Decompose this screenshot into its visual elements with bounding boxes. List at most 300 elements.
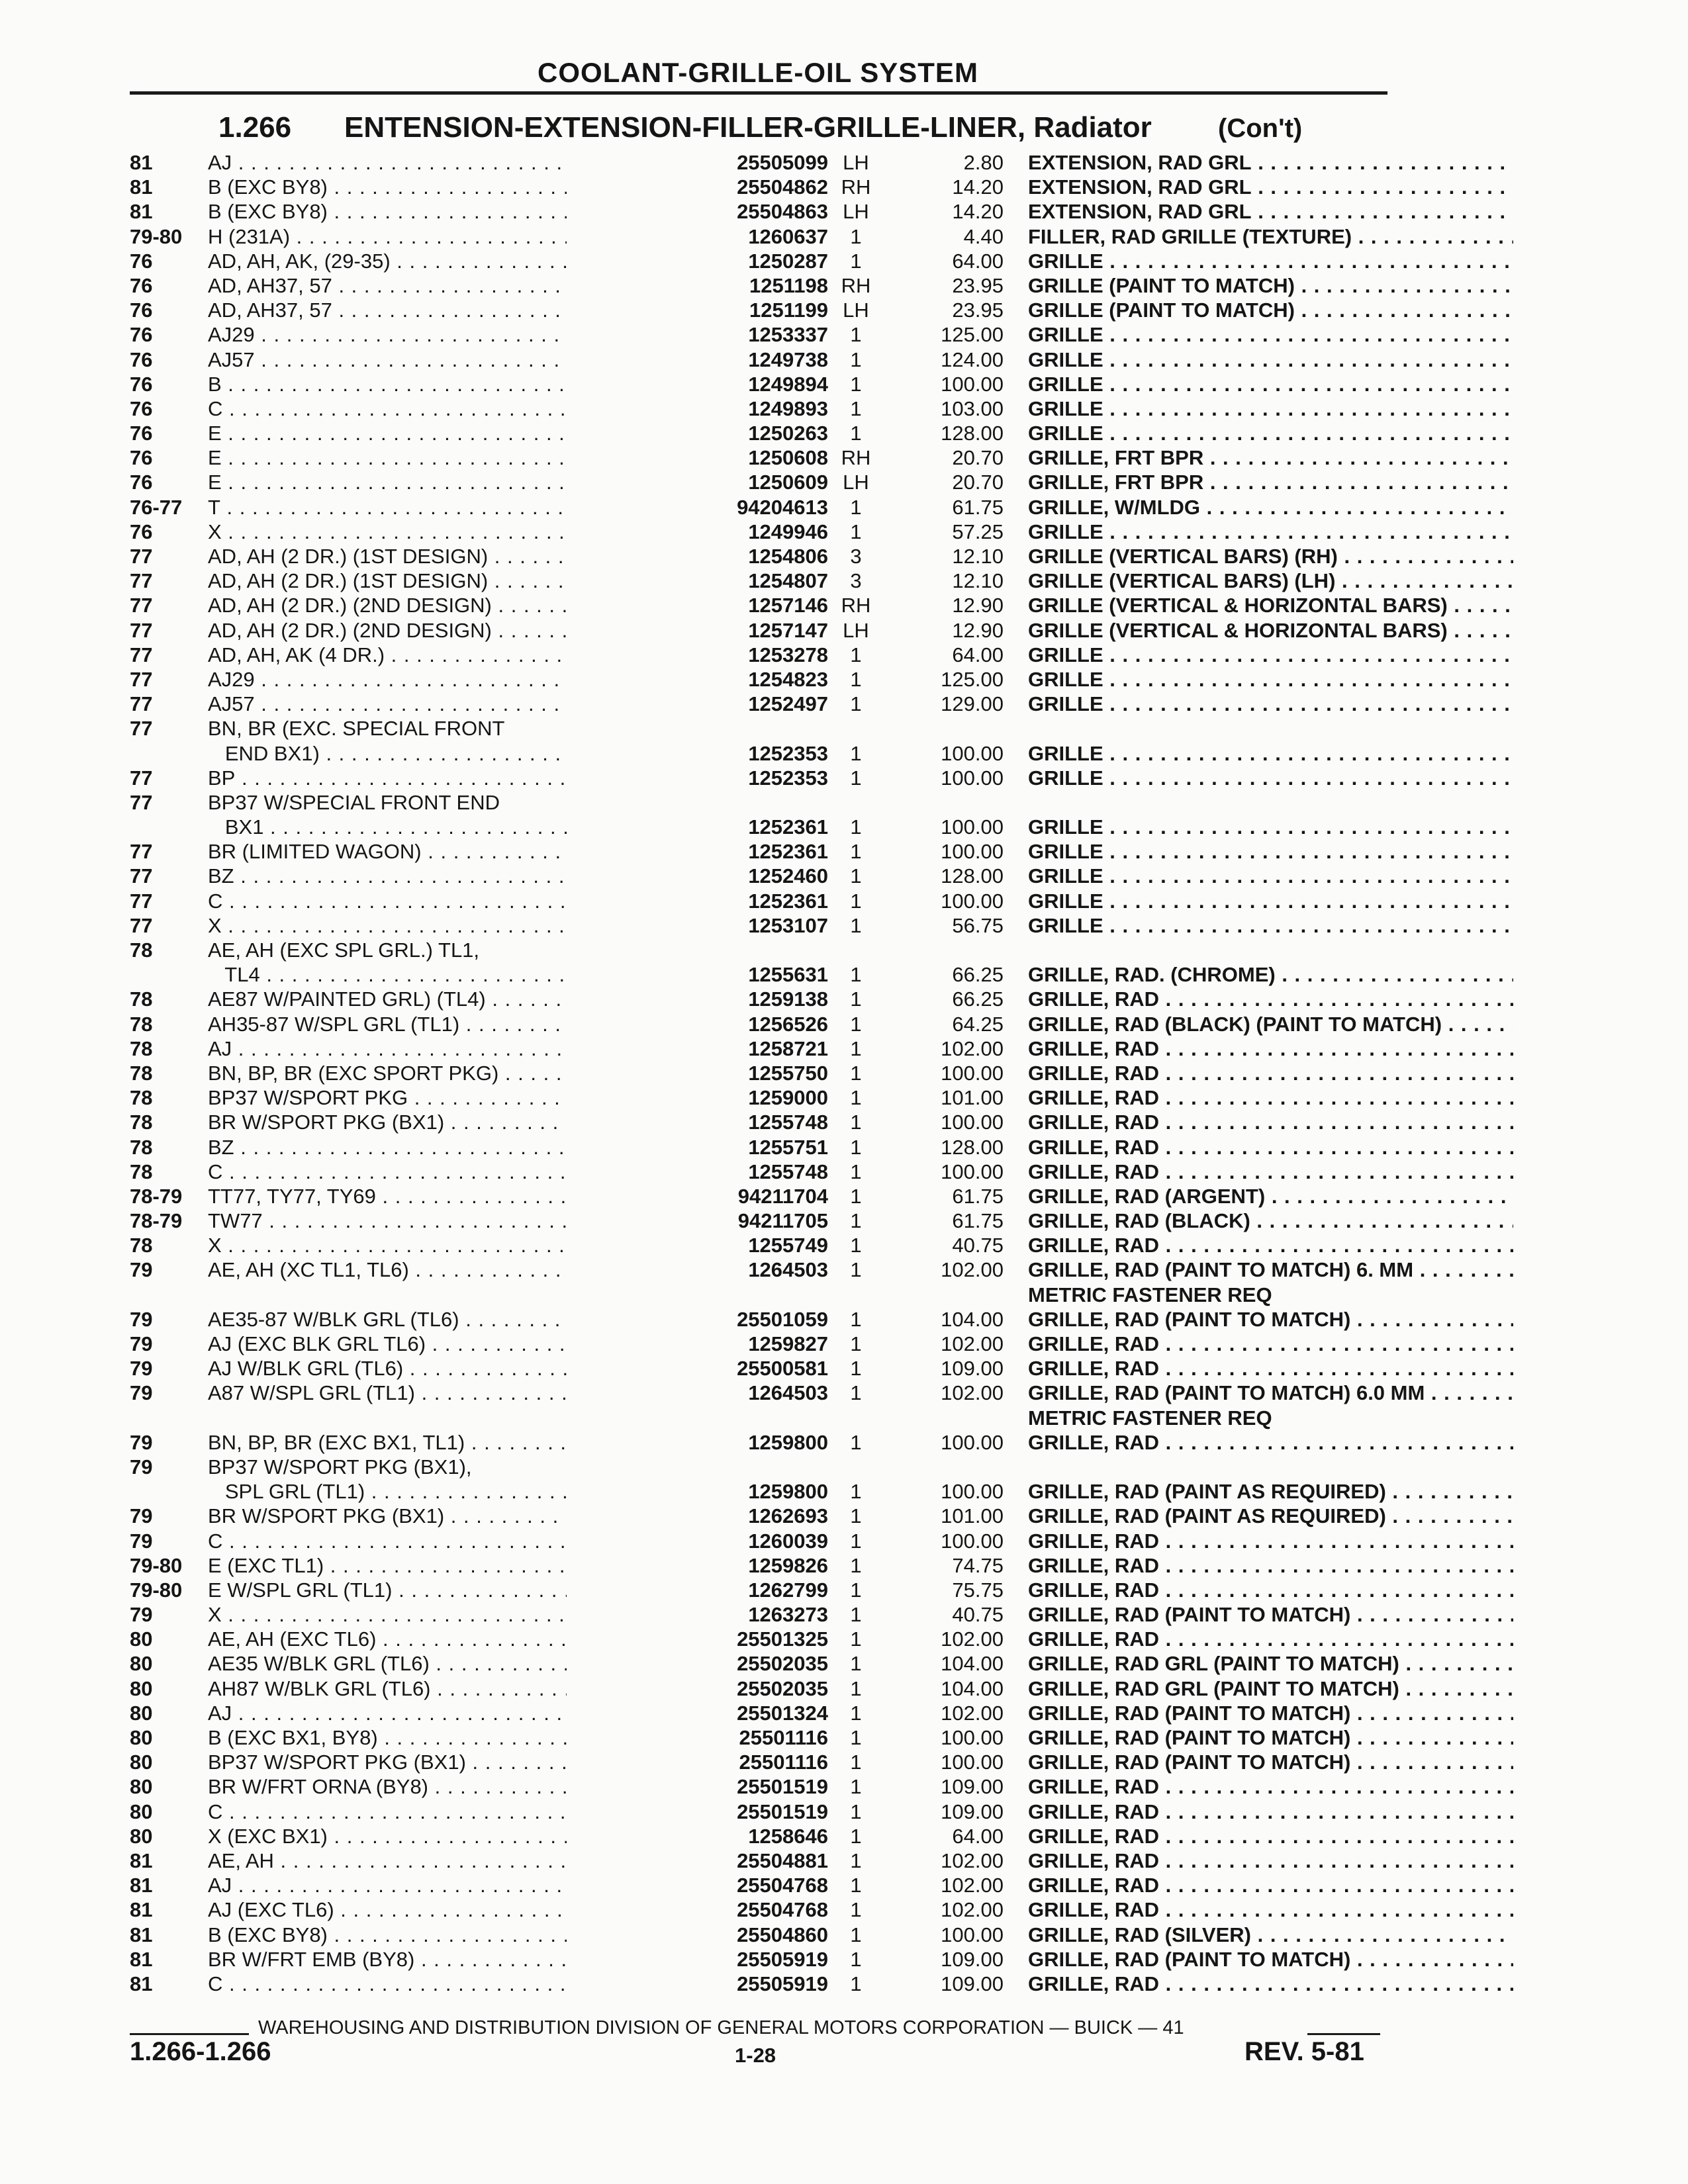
model-code: AJ . . . bbox=[208, 1701, 698, 1725]
description: GRILLE . . . bbox=[1028, 815, 1513, 839]
model-code: H (231A) . . . bbox=[208, 224, 698, 249]
quantity: 1 bbox=[850, 815, 862, 839]
table-row bbox=[130, 1676, 1399, 1701]
table-row bbox=[130, 889, 1387, 913]
model-year: 80 bbox=[130, 1824, 153, 1848]
description: GRILLE (VERTICAL & HORIZONTAL BARS) . . . bbox=[1028, 593, 1513, 617]
model-year: 77 bbox=[130, 643, 153, 666]
part-number: 25504768 bbox=[567, 1897, 828, 1922]
quantity: 1 bbox=[850, 963, 862, 987]
model-year: 77 bbox=[130, 594, 153, 617]
quantity: LH bbox=[843, 618, 869, 642]
price: 102.00 bbox=[941, 1332, 1004, 1355]
table-row bbox=[130, 175, 1387, 199]
quantity: 1 bbox=[850, 692, 862, 716]
description: GRILLE, W/MLDG . . . bbox=[1028, 495, 1513, 520]
model-code: E W/SPL GRL (TL1) . . . bbox=[208, 1578, 698, 1602]
table-row bbox=[130, 1257, 1414, 1282]
description: GRILLE, RAD . . . bbox=[1028, 1036, 1513, 1061]
model-year: 81 bbox=[130, 1947, 153, 1971]
description: GRILLE, RAD. (CHROME) . . . bbox=[1028, 962, 1513, 987]
part-number: 1258646 bbox=[567, 1824, 828, 1848]
price: 125.00 bbox=[941, 323, 1004, 347]
price: 20.70 bbox=[952, 471, 1004, 494]
quantity: 1 bbox=[850, 1307, 862, 1331]
model-code: BP . . . bbox=[208, 766, 698, 790]
part-number: 25504862 bbox=[567, 175, 828, 199]
table-row bbox=[130, 1406, 1387, 1430]
model-code: BP37 W/SPORT PKG (BX1), bbox=[208, 1455, 472, 1479]
model-code: BR (LIMITED WAGON) . . . bbox=[208, 839, 698, 864]
part-number: 1249894 bbox=[567, 372, 828, 396]
model-code: BR W/FRT EMB (BY8) . . . bbox=[208, 1947, 698, 1972]
model-year: 79 bbox=[130, 1455, 153, 1479]
table-row bbox=[130, 1036, 1387, 1061]
part-number: 1255748 bbox=[567, 1110, 828, 1134]
description: GRILLE . . . bbox=[1028, 839, 1513, 864]
part-number: 1252361 bbox=[567, 889, 828, 913]
description: EXTENSION, RAD GRL . . . bbox=[1028, 199, 1513, 224]
model-year: 80 bbox=[130, 1775, 153, 1799]
quantity: 1 bbox=[850, 1258, 862, 1282]
part-number: 1254823 bbox=[567, 667, 828, 692]
quantity: RH bbox=[841, 175, 871, 199]
quantity: LH bbox=[843, 151, 869, 174]
part-number: 1252361 bbox=[567, 815, 828, 839]
price: 64.00 bbox=[952, 249, 1004, 273]
price: 100.00 bbox=[941, 1529, 1004, 1553]
quantity: 1 bbox=[850, 1332, 862, 1355]
model-year: 80 bbox=[130, 1799, 153, 1823]
price: 20.70 bbox=[952, 446, 1004, 470]
part-number: 1251198 bbox=[567, 273, 828, 298]
part-number: 1253278 bbox=[567, 643, 828, 667]
quantity: 1 bbox=[850, 1751, 862, 1774]
quantity: 1 bbox=[850, 1430, 862, 1454]
model-code: C . . . bbox=[208, 889, 698, 913]
part-number: 25505919 bbox=[567, 1947, 828, 1972]
quantity: 1 bbox=[850, 1947, 862, 1971]
quantity: 1 bbox=[850, 643, 862, 666]
quantity: 1 bbox=[850, 1898, 862, 1922]
model-code: X . . . bbox=[208, 1602, 698, 1627]
price: 103.00 bbox=[941, 396, 1004, 420]
table-row bbox=[130, 520, 1387, 544]
quantity: LH bbox=[843, 471, 869, 494]
model-year: 76 bbox=[130, 422, 153, 445]
model-code: X (EXC BX1) . . . bbox=[208, 1824, 698, 1848]
quantity: 1 bbox=[850, 1135, 862, 1159]
page-title: COOLANT-GRILLE-OIL SYSTEM bbox=[538, 57, 978, 88]
quantity: 1 bbox=[850, 323, 862, 347]
model-code: AJ57 . . . bbox=[208, 347, 698, 372]
description: GRILLE . . . bbox=[1028, 889, 1513, 913]
price: 102.00 bbox=[941, 1258, 1004, 1282]
part-number: 1263273 bbox=[567, 1602, 828, 1627]
price: 23.95 bbox=[952, 298, 1004, 322]
model-year: 76 bbox=[130, 323, 153, 347]
model-year: 78 bbox=[130, 987, 153, 1011]
table-row bbox=[130, 1160, 1387, 1184]
part-number: 1259800 bbox=[567, 1479, 828, 1504]
table-row bbox=[130, 1602, 1387, 1627]
part-number: 1259827 bbox=[567, 1332, 828, 1356]
table-row bbox=[130, 1947, 1387, 1972]
price: 64.25 bbox=[952, 1012, 1004, 1036]
price: 61.75 bbox=[952, 495, 1004, 519]
description: GRILLE, RAD GRL (PAINT TO MATCH) . . . bbox=[1028, 1651, 1513, 1676]
model-year: 78-79 bbox=[130, 1209, 183, 1233]
quantity: 1 bbox=[850, 1603, 862, 1627]
table-row bbox=[130, 1897, 1387, 1922]
table-row bbox=[130, 1061, 1387, 1085]
model-code: AE87 W/PAINTED GRL) (TL4) . . . bbox=[208, 987, 698, 1011]
model-code: E . . . bbox=[208, 470, 698, 494]
part-number: 1258721 bbox=[567, 1036, 828, 1061]
table-row bbox=[130, 347, 1387, 372]
quantity: 3 bbox=[850, 569, 862, 593]
header-rule bbox=[130, 91, 1387, 95]
description: GRILLE, RAD . . . bbox=[1028, 1529, 1513, 1553]
price: 57.25 bbox=[952, 520, 1004, 543]
quantity: 1 bbox=[850, 1923, 862, 1946]
model-year: 79 bbox=[130, 1430, 153, 1454]
description: GRILLE . . . bbox=[1028, 667, 1513, 692]
part-number: 25501324 bbox=[567, 1701, 828, 1725]
table-row bbox=[130, 1923, 1387, 1947]
table-row bbox=[130, 1824, 1387, 1848]
model-code: AD, AH (2 DR.) (1ST DESIGN) . . . bbox=[208, 569, 698, 593]
table-row bbox=[130, 1135, 1387, 1160]
price: 102.00 bbox=[941, 1848, 1004, 1872]
model-code: AE35-87 W/BLK GRL (TL6) . . . bbox=[208, 1307, 698, 1332]
quantity: 1 bbox=[850, 249, 862, 273]
model-code: AE, AH (EXC TL6) . . . bbox=[208, 1627, 698, 1651]
description: GRILLE, RAD . . . bbox=[1028, 1110, 1513, 1134]
model-year: 81 bbox=[130, 1898, 153, 1922]
quantity: 1 bbox=[850, 1036, 862, 1060]
model-code: AJ57 . . . bbox=[208, 692, 698, 716]
table-row bbox=[130, 1208, 1387, 1233]
group-number: 1.266 bbox=[218, 111, 292, 144]
model-year: 79 bbox=[130, 1357, 153, 1381]
description: GRILLE, FRT BPR . . . bbox=[1028, 470, 1513, 494]
description: GRILLE, RAD . . . bbox=[1028, 1332, 1513, 1356]
description: GRILLE, RAD (PAINT TO MATCH) . . . bbox=[1028, 1750, 1513, 1774]
model-year: 78-79 bbox=[130, 1184, 183, 1208]
table-row bbox=[130, 495, 1387, 520]
model-code: AD, AH (2 DR.) (2ND DESIGN) . . . bbox=[208, 593, 698, 617]
table-row bbox=[130, 372, 1387, 396]
price: 100.00 bbox=[941, 1061, 1004, 1085]
model-year: 79-80 bbox=[130, 1553, 183, 1577]
model-year: 81 bbox=[130, 200, 153, 224]
model-code: BP37 W/SPORT PKG . . . bbox=[208, 1085, 698, 1110]
model-code: C . . . bbox=[208, 396, 698, 421]
table-row bbox=[130, 1799, 1387, 1824]
page-number: 1-28 bbox=[735, 2044, 776, 2067]
description: GRILLE, RAD . . . bbox=[1028, 1356, 1513, 1381]
description: GRILLE, FRT BPR . . . bbox=[1028, 445, 1513, 470]
price: 14.20 bbox=[952, 200, 1004, 224]
description: GRILLE, RAD GRL (PAINT TO MATCH) . . . bbox=[1028, 1676, 1513, 1701]
table-row bbox=[130, 741, 1387, 766]
table-row bbox=[130, 1085, 1387, 1110]
description: GRILLE . . . bbox=[1028, 643, 1513, 667]
table-row bbox=[130, 1701, 1387, 1725]
price: 61.75 bbox=[952, 1184, 1004, 1208]
model-year: 79 bbox=[130, 1381, 153, 1405]
quantity: 1 bbox=[850, 1184, 862, 1208]
part-number: 1260637 bbox=[567, 224, 828, 249]
part-number: 1250609 bbox=[567, 470, 828, 494]
model-code: AE, AH (XC TL1, TL6) . . . bbox=[208, 1257, 698, 1282]
description: GRILLE . . . bbox=[1028, 396, 1513, 421]
quantity: 1 bbox=[850, 1824, 862, 1848]
price: 2.80 bbox=[963, 151, 1004, 174]
quantity: 1 bbox=[850, 1701, 862, 1725]
quantity: LH bbox=[843, 298, 869, 322]
table-row bbox=[130, 569, 1387, 593]
model-code: AH87 W/BLK GRL (TL6) . . . bbox=[208, 1676, 698, 1701]
table-row bbox=[130, 1110, 1387, 1134]
model-year: 77 bbox=[130, 717, 153, 741]
description: GRILLE . . . bbox=[1028, 692, 1513, 716]
price: 100.00 bbox=[941, 1111, 1004, 1134]
description: GRILLE, RAD . . . bbox=[1028, 1848, 1513, 1873]
price: 124.00 bbox=[941, 347, 1004, 371]
price: 64.00 bbox=[952, 1824, 1004, 1848]
table-row bbox=[130, 667, 1387, 692]
model-year: 81 bbox=[130, 175, 153, 199]
parts-table bbox=[130, 150, 1448, 1996]
table-row bbox=[130, 150, 1387, 175]
part-number: 1252353 bbox=[567, 766, 828, 790]
price: 109.00 bbox=[941, 1775, 1004, 1799]
model-year: 78 bbox=[130, 1012, 153, 1036]
description: GRILLE (PAINT TO MATCH) . . . bbox=[1028, 273, 1513, 298]
part-number: 1249893 bbox=[567, 396, 828, 421]
quantity: 1 bbox=[850, 1012, 862, 1036]
price: 100.00 bbox=[941, 1480, 1004, 1504]
table-row bbox=[130, 1529, 1387, 1553]
model-year: 80 bbox=[130, 1701, 153, 1725]
price: 40.75 bbox=[952, 1603, 1004, 1627]
model-code: AJ29 . . . bbox=[208, 322, 698, 347]
price: 129.00 bbox=[941, 692, 1004, 716]
description: GRILLE, RAD . . . bbox=[1028, 1135, 1513, 1160]
model-year: 76 bbox=[130, 520, 153, 543]
part-number: 1257147 bbox=[567, 618, 828, 643]
part-number: 25504863 bbox=[567, 199, 828, 224]
price: 102.00 bbox=[941, 1036, 1004, 1060]
quantity: 1 bbox=[850, 372, 862, 396]
table-row bbox=[130, 1725, 1387, 1750]
model-year: 81 bbox=[130, 1874, 153, 1897]
quantity: 1 bbox=[850, 1086, 862, 1110]
part-number: 25505099 bbox=[567, 150, 828, 175]
price: 61.75 bbox=[952, 1209, 1004, 1233]
part-number: 25501519 bbox=[567, 1774, 828, 1799]
model-code: TW77 . . . bbox=[208, 1208, 698, 1233]
table-row bbox=[130, 1972, 1387, 1996]
description: GRILLE, RAD . . . bbox=[1028, 1553, 1513, 1578]
part-number: 25501116 bbox=[567, 1750, 828, 1774]
quantity: 1 bbox=[850, 766, 862, 790]
part-number: 1260039 bbox=[567, 1529, 828, 1553]
table-row bbox=[130, 1381, 1425, 1405]
price: 109.00 bbox=[941, 1947, 1004, 1971]
table-row bbox=[130, 1430, 1387, 1455]
part-number: 25504860 bbox=[567, 1923, 828, 1947]
model-year: 78 bbox=[130, 1061, 153, 1085]
part-number: 94211705 bbox=[567, 1208, 828, 1233]
model-code: B (EXC BY8) . . . bbox=[208, 1923, 698, 1947]
model-code: AJ (EXC BLK GRL TL6) . . . bbox=[208, 1332, 698, 1356]
part-number: 94204613 bbox=[567, 495, 828, 520]
quantity: 1 bbox=[850, 1652, 862, 1676]
table-row bbox=[130, 1012, 1442, 1036]
price: 12.10 bbox=[952, 569, 1004, 593]
price: 100.00 bbox=[941, 1726, 1004, 1749]
quantity: 1 bbox=[850, 495, 862, 519]
model-year: 77 bbox=[130, 692, 153, 716]
model-code: B (EXC BY8) . . . bbox=[208, 199, 698, 224]
description: GRILLE . . . bbox=[1028, 741, 1513, 766]
table-row bbox=[130, 224, 1387, 249]
quantity: 1 bbox=[850, 1676, 862, 1700]
table-row bbox=[130, 815, 1387, 839]
part-number: 1250263 bbox=[567, 421, 828, 445]
model-code: AE, AH . . . bbox=[208, 1848, 698, 1873]
part-number: 25501325 bbox=[567, 1627, 828, 1651]
price: 14.20 bbox=[952, 175, 1004, 199]
table-row bbox=[130, 618, 1448, 643]
model-year: 79 bbox=[130, 1529, 153, 1553]
model-code: C . . . bbox=[208, 1799, 698, 1824]
quantity: 1 bbox=[850, 1874, 862, 1897]
price: 104.00 bbox=[941, 1652, 1004, 1676]
model-code: AJ29 . . . bbox=[208, 667, 698, 692]
model-code: BN, BR (EXC. SPECIAL FRONT bbox=[208, 717, 505, 741]
price: 128.00 bbox=[941, 1135, 1004, 1159]
table-row bbox=[130, 1750, 1387, 1774]
table-row bbox=[130, 790, 1387, 815]
part-number: 1252497 bbox=[567, 692, 828, 716]
part-number: 94211704 bbox=[567, 1184, 828, 1208]
description: GRILLE, RAD (ARGENT) . . . bbox=[1028, 1184, 1513, 1208]
price: 100.00 bbox=[941, 889, 1004, 913]
table-row bbox=[130, 987, 1387, 1011]
quantity: 1 bbox=[850, 520, 862, 543]
table-row bbox=[130, 864, 1387, 888]
model-year: 77 bbox=[130, 545, 153, 568]
model-year: 76 bbox=[130, 273, 153, 297]
quantity: 1 bbox=[850, 741, 862, 765]
table-row bbox=[130, 938, 1387, 962]
model-code: AD, AH (2 DR.) (2ND DESIGN) . . . bbox=[208, 618, 698, 643]
model-code: T . . . bbox=[208, 495, 698, 520]
table-row bbox=[130, 199, 1387, 224]
table-row bbox=[130, 692, 1387, 716]
quantity: 1 bbox=[850, 1234, 862, 1257]
quantity: 1 bbox=[850, 1848, 862, 1872]
price: 102.00 bbox=[941, 1701, 1004, 1725]
model-year: 76 bbox=[130, 372, 153, 396]
model-year: 77 bbox=[130, 569, 153, 593]
table-row bbox=[130, 470, 1387, 494]
description: GRILLE, RAD (PAINT AS REQUIRED) . . . bbox=[1028, 1504, 1513, 1528]
model-year: 78 bbox=[130, 938, 153, 962]
model-year: 79-80 bbox=[130, 224, 183, 248]
price: 109.00 bbox=[941, 1357, 1004, 1381]
section-range: 1.266-1.266 bbox=[130, 2037, 271, 2066]
part-number: 1257146 bbox=[567, 593, 828, 617]
table-row bbox=[130, 1307, 1387, 1332]
quantity: 1 bbox=[850, 889, 862, 913]
part-number: 1255750 bbox=[567, 1061, 828, 1085]
model-year: 76 bbox=[130, 446, 153, 470]
description: GRILLE, RAD . . . bbox=[1028, 1430, 1513, 1455]
part-number: 1252353 bbox=[567, 741, 828, 766]
quantity: 1 bbox=[850, 1111, 862, 1134]
quantity: 1 bbox=[850, 667, 862, 691]
description: METRIC FASTENER REQ bbox=[1028, 1406, 1272, 1430]
table-row bbox=[130, 716, 1387, 741]
table-row bbox=[130, 249, 1387, 273]
table-row bbox=[130, 1848, 1387, 1873]
model-code: SPL GRL (TL1) . . . bbox=[208, 1479, 698, 1504]
quantity: 1 bbox=[850, 422, 862, 445]
model-year: 78 bbox=[130, 1234, 153, 1257]
part-number: 25501116 bbox=[567, 1725, 828, 1750]
continued-label: (Con't) bbox=[1218, 114, 1303, 143]
model-code: TL4 . . . bbox=[208, 962, 698, 987]
price: 100.00 bbox=[941, 741, 1004, 765]
quantity: 1 bbox=[850, 1799, 862, 1823]
table-row bbox=[130, 1455, 1387, 1479]
model-code: AD, AH (2 DR.) (1ST DESIGN) . . . bbox=[208, 544, 698, 569]
table-row bbox=[130, 913, 1387, 938]
table-row bbox=[130, 544, 1387, 569]
model-code: BN, BP, BR (EXC SPORT PKG) . . . bbox=[208, 1061, 698, 1085]
model-code: E . . . bbox=[208, 421, 698, 445]
quantity: 1 bbox=[850, 1504, 862, 1528]
model-code: AD, AH37, 57 . . . bbox=[208, 273, 698, 298]
table-row bbox=[130, 1504, 1387, 1528]
table-row bbox=[130, 1332, 1387, 1356]
description: GRILLE . . . bbox=[1028, 322, 1513, 347]
quantity: 1 bbox=[850, 1627, 862, 1651]
description: GRILLE, RAD (PAINT TO MATCH) . . . bbox=[1028, 1701, 1513, 1725]
model-code: X . . . bbox=[208, 520, 698, 544]
table-row bbox=[130, 839, 1387, 864]
description: GRILLE, RAD . . . bbox=[1028, 1799, 1513, 1824]
description: GRILLE, RAD (SILVER) . . . bbox=[1028, 1923, 1513, 1947]
model-year: 78 bbox=[130, 1086, 153, 1110]
model-year: 79 bbox=[130, 1504, 153, 1528]
model-year: 77 bbox=[130, 840, 153, 864]
description: GRILLE . . . bbox=[1028, 766, 1513, 790]
part-number: 1259826 bbox=[567, 1553, 828, 1578]
model-year: 76 bbox=[130, 471, 153, 494]
part-number: 1256526 bbox=[567, 1012, 828, 1036]
model-code: B (EXC BY8) . . . bbox=[208, 175, 698, 199]
price: 12.90 bbox=[952, 618, 1004, 642]
model-year: 77 bbox=[130, 864, 153, 888]
quantity: 1 bbox=[850, 1578, 862, 1602]
table-row bbox=[130, 445, 1387, 470]
